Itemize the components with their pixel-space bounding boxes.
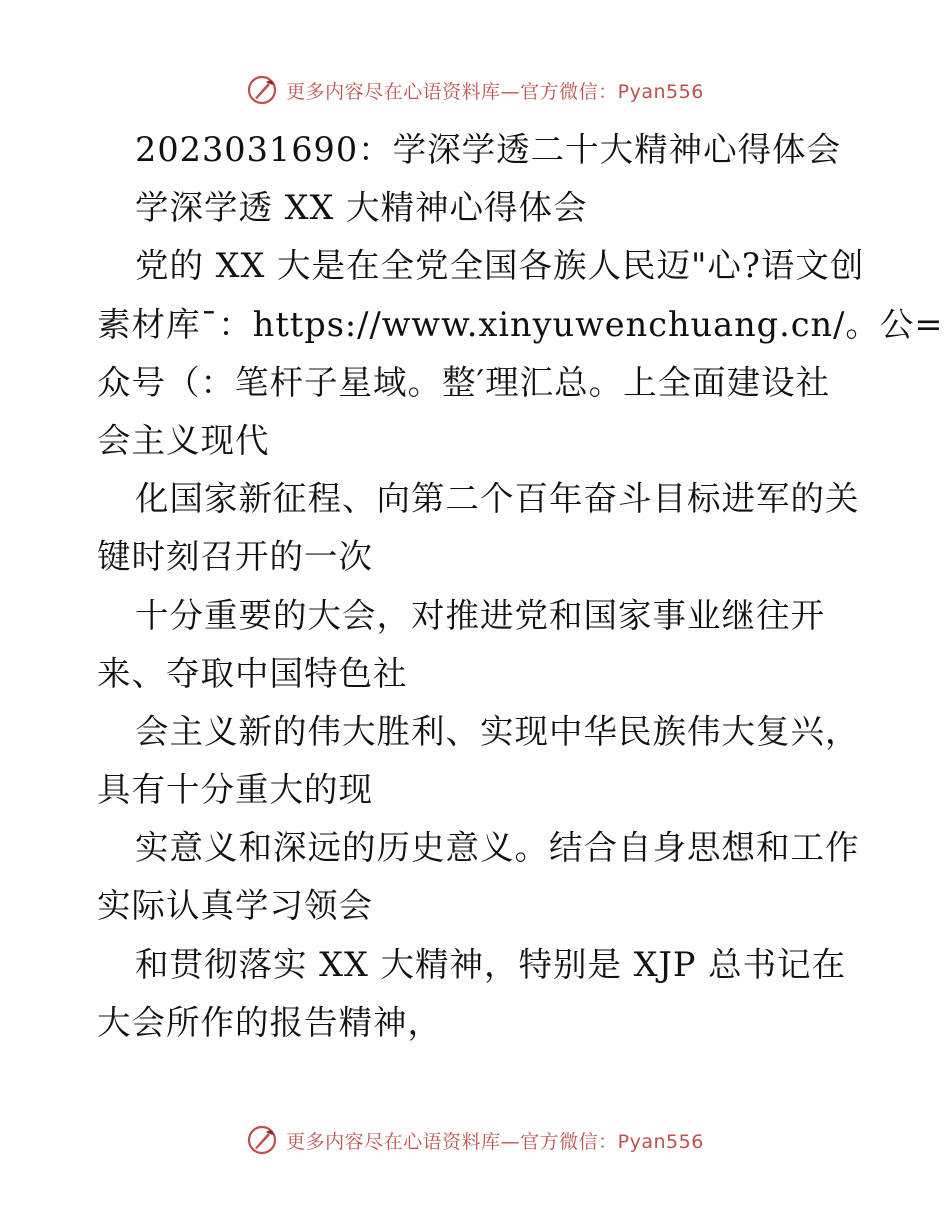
quill-pen-circle-icon [246,1124,278,1156]
doc-line: 2023031690：学深学透二十大精神心得体会 [135,130,842,169]
banner-promo-text: 更多内容尽在心语资料库 [286,1130,501,1153]
doc-line: 素材库¯：https://www.xinyuwenchuang.cn/。公= [97,304,944,344]
quill-pen-circle-icon [246,74,278,106]
doc-line: 实意义和深远的历史意义。结合自身思想和工作 [135,828,860,868]
banner-dash: — [500,1130,521,1153]
doc-line: 化国家新征程、向第二个百年奋斗目标进军的关 [135,479,860,519]
banner-text [286,77,704,104]
doc-line: 十分重要的大会，对推进党和国家事业继往开 [135,595,825,635]
doc-line: 大会所作的报告精神， [97,1002,442,1042]
doc-line: 会主义现代 [97,420,270,460]
banner-promo-text: 更多内容尽在心语资料库 [286,80,501,103]
banner-wechat-text: 官方微信：Pyan556 [520,80,704,103]
banner-dash: — [500,80,521,103]
doc-line: 众号（：笔杆子星域。整′理汇总。上全面建设社 [97,362,831,402]
doc-line: 会主义新的伟大胜利、实现中华民族伟大复兴， [135,711,860,751]
banner-text [286,1127,704,1154]
footer-banner [0,1120,950,1160]
doc-line: 具有十分重大的现 [97,770,373,810]
header-banner [0,70,950,110]
document-body [97,121,944,1052]
doc-line: 实际认真学习领会 [97,886,373,926]
doc-line: 来、夺取中国特色社 [97,653,408,693]
doc-subtitle: 学深学透 XX 大精神心得体会 [135,188,588,228]
banner-wechat-text: 官方微信：Pyan556 [520,1130,704,1153]
doc-line: 和贯彻落实 XX 大精神，特别是 XJP 总书记在 [135,944,847,984]
doc-line: 键时刻召开的一次 [97,537,373,577]
doc-line: 党的 XX 大是在全党全国各族人民迈"心?语文创 [135,246,865,286]
